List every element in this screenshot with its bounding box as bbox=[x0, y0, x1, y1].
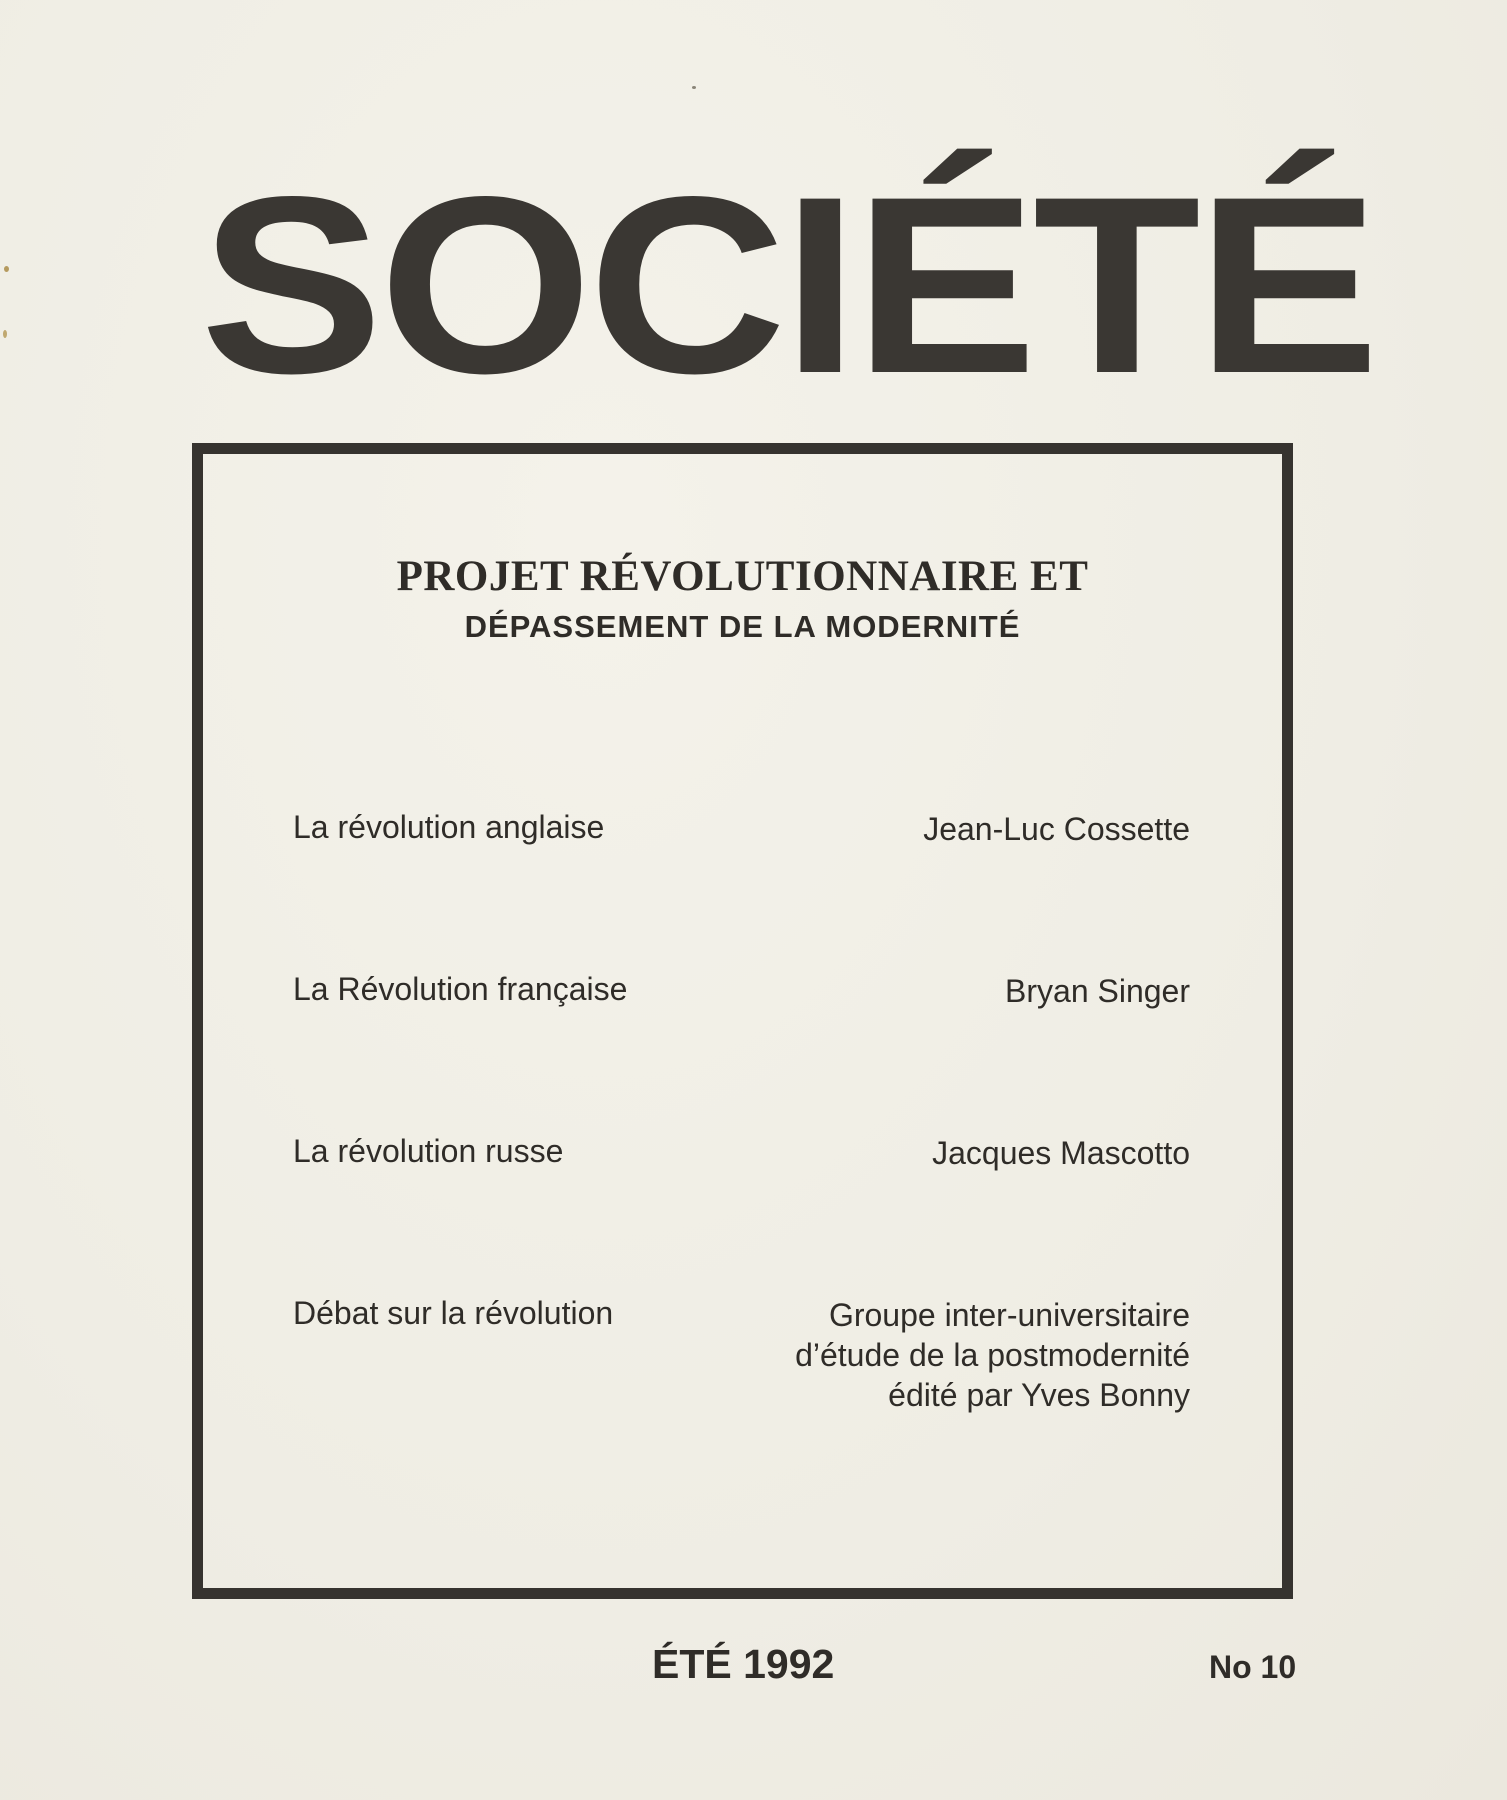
theme-title: PROJET RÉVOLUTIONNAIRE ET bbox=[396, 553, 1089, 600]
author-line: Groupe inter-universitaire bbox=[828, 1297, 1190, 1333]
article-title: La Révolution française bbox=[293, 971, 628, 1007]
article-title: La révolution anglaise bbox=[293, 809, 605, 845]
paper-speck bbox=[692, 86, 696, 89]
issue-season: ÉTÉ 1992 bbox=[652, 1641, 835, 1687]
theme-subtitle: DÉPASSEMENT DE LA MODERNITÉ bbox=[464, 609, 1021, 644]
contents-frame bbox=[192, 443, 1293, 1599]
issue-number: No 10 bbox=[1209, 1649, 1297, 1685]
paper-speck bbox=[4, 266, 9, 272]
author-line: d’étude de la postmodernité bbox=[795, 1337, 1190, 1373]
masthead-title: SOCIÉTÉ bbox=[200, 145, 1376, 426]
author-line: Bryan Singer bbox=[1005, 973, 1190, 1009]
article-title: La révolution russe bbox=[293, 1133, 564, 1169]
author-line: Jean-Luc Cossette bbox=[923, 811, 1190, 847]
author-line: Jacques Mascotto bbox=[932, 1135, 1190, 1171]
article-author bbox=[923, 809, 1190, 849]
article-title: Débat sur la révolution bbox=[293, 1295, 614, 1331]
article-author bbox=[932, 1133, 1190, 1173]
article-author bbox=[1005, 971, 1190, 1011]
article-author bbox=[795, 1295, 1190, 1415]
author-line: édité par Yves Bonny bbox=[888, 1377, 1190, 1413]
paper-speck bbox=[3, 330, 7, 338]
